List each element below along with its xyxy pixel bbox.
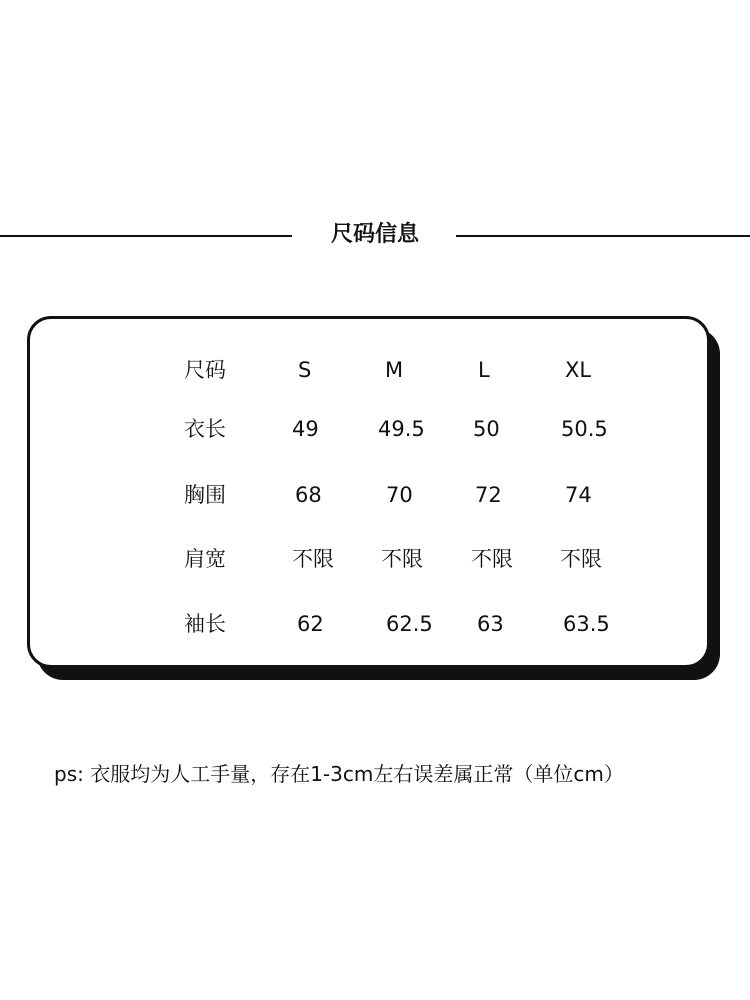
header-size-label: 尺码 (184, 358, 226, 382)
section-title: 尺码信息 (330, 222, 419, 247)
sleeve-s: 62 (297, 612, 324, 636)
shoulder-l: 不限 (471, 547, 513, 571)
size-card (27, 316, 710, 668)
sleeve-xl: 63.5 (563, 612, 610, 636)
header-size-m: M (385, 358, 404, 382)
shoulder-m: 不限 (381, 547, 423, 571)
length-s: 49 (292, 417, 319, 441)
sleeve-l: 63 (477, 612, 504, 636)
chest-l: 72 (475, 483, 502, 507)
header-size-l: L (478, 358, 490, 382)
sleeve-m: 62.5 (386, 612, 433, 636)
length-l: 50 (473, 417, 500, 441)
chest-s: 68 (295, 483, 322, 507)
title-rule-left (0, 235, 292, 237)
chest-xl: 74 (565, 483, 592, 507)
length-xl: 50.5 (561, 417, 608, 441)
row-label-shoulder: 肩宽 (184, 547, 226, 571)
title-rule-right (456, 235, 750, 237)
row-label-length: 衣长 (184, 417, 226, 441)
shoulder-s: 不限 (292, 547, 334, 571)
measurement-note: ps: 衣服均为人工手量，存在1-3cm左右误差属正常（单位cm） (54, 762, 624, 786)
header-size-xl: XL (565, 358, 592, 382)
row-label-sleeve: 袖长 (184, 612, 226, 636)
row-label-chest: 胸围 (184, 483, 226, 507)
shoulder-xl: 不限 (560, 547, 602, 571)
length-m: 49.5 (378, 417, 425, 441)
header-size-s: S (298, 358, 312, 382)
chest-m: 70 (386, 483, 413, 507)
